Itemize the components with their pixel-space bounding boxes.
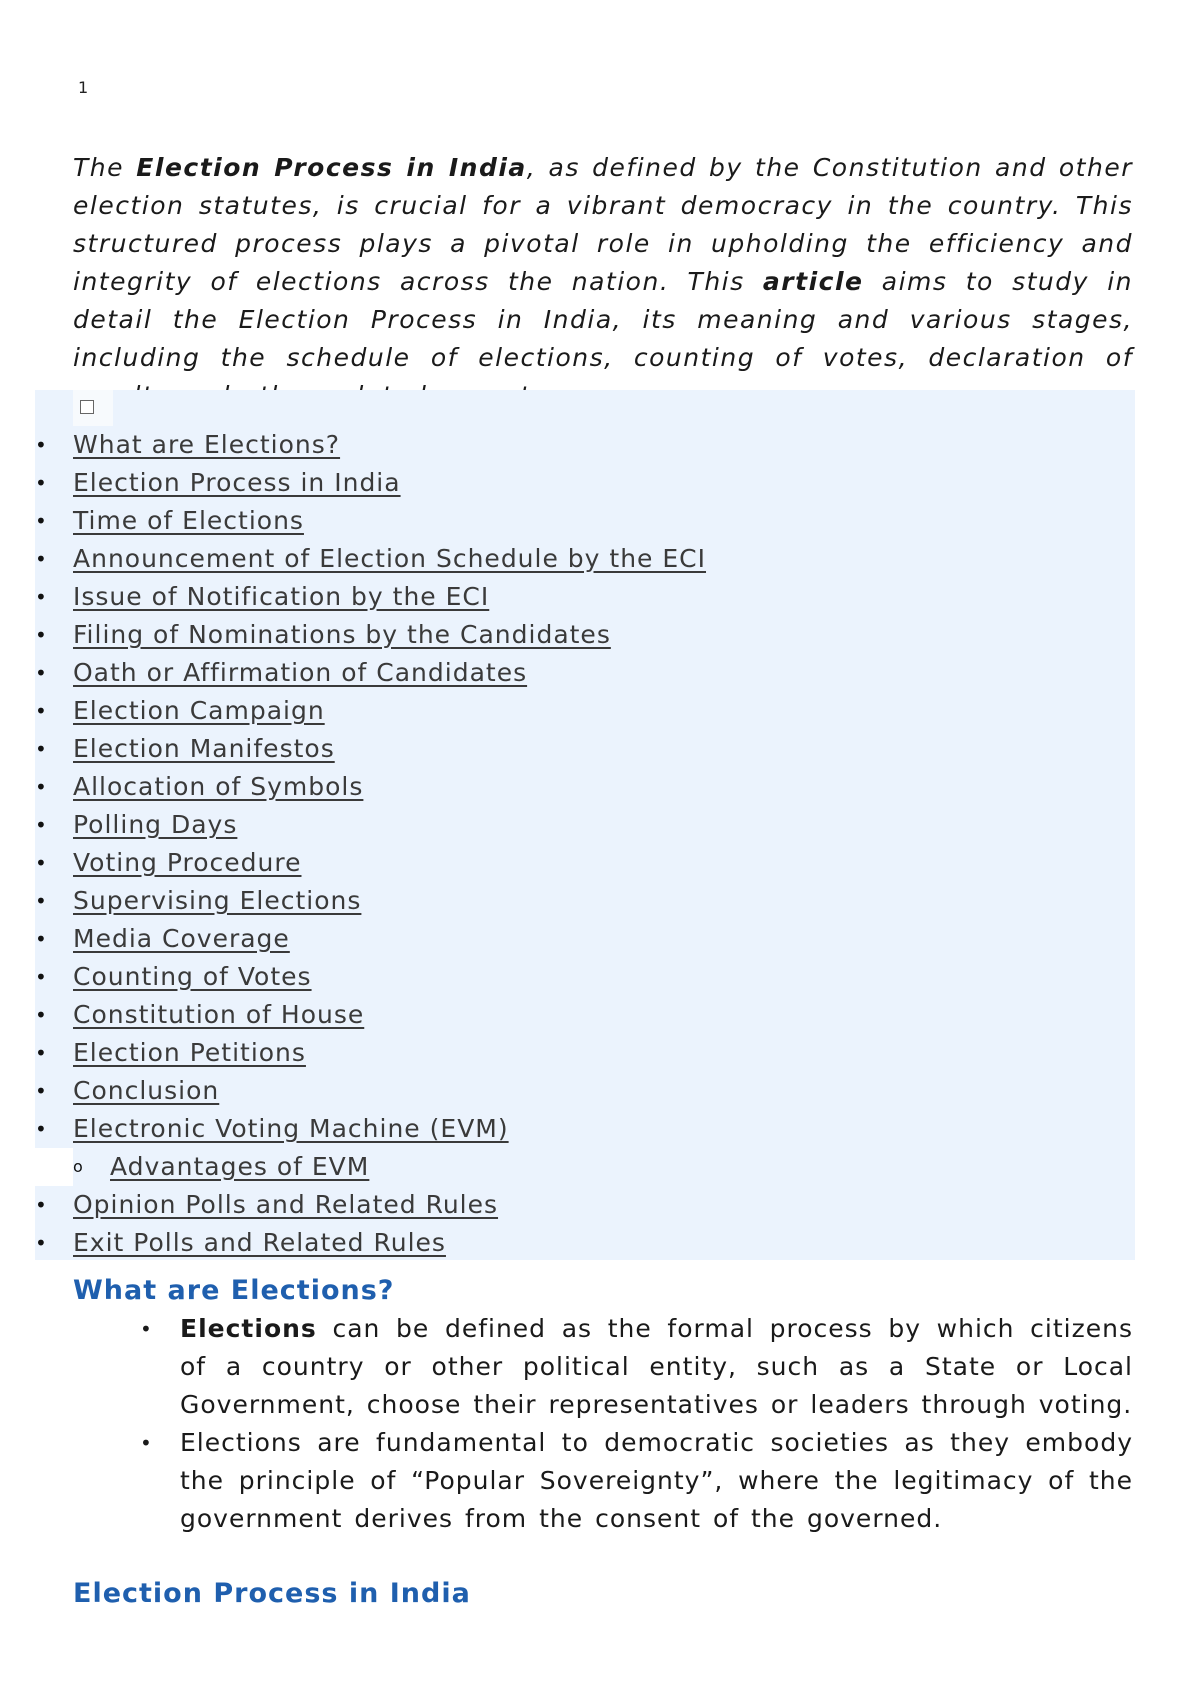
toc-toggle[interactable] bbox=[73, 390, 113, 426]
toc-link[interactable]: Opinion Polls and Related Rules bbox=[73, 1190, 499, 1219]
page-number: 1 bbox=[78, 78, 89, 97]
toc-link[interactable]: Oath or Affirmation of Candidates bbox=[73, 658, 528, 687]
section-heading-election-process: Election Process in India bbox=[73, 1578, 471, 1609]
toc-item bbox=[35, 1224, 1135, 1262]
toc-item bbox=[35, 958, 1135, 996]
bullet-icon: • bbox=[35, 1231, 48, 1255]
toc-link[interactable]: Time of Elections bbox=[73, 506, 304, 535]
intro-paragraph bbox=[73, 149, 1133, 415]
toc-link[interactable]: Conclusion bbox=[73, 1076, 220, 1105]
elections-fundamental-text: Elections are fundamental to democratic societies as they embody the principle of “Popular Sovereignty”, where the legitimacy of the government derives from the consent of the governed. bbox=[180, 1428, 1133, 1533]
bullet-icon: • bbox=[35, 1079, 48, 1103]
bullet-icon: • bbox=[140, 1317, 153, 1341]
toc-link[interactable]: Election Process in India bbox=[73, 468, 401, 497]
toc-item bbox=[35, 882, 1135, 920]
toc-checkbox[interactable] bbox=[80, 400, 94, 414]
bullet-icon: • bbox=[35, 813, 48, 837]
elections-bold-term: Elections bbox=[180, 1314, 317, 1343]
section-heading-what-are-elections: What are Elections? bbox=[73, 1275, 395, 1306]
bullet-icon: • bbox=[35, 1003, 48, 1027]
bullet-icon: • bbox=[35, 889, 48, 913]
toc-link[interactable]: Media Coverage bbox=[73, 924, 290, 953]
toc-item bbox=[35, 730, 1135, 768]
toc-link[interactable]: Voting Procedure bbox=[73, 848, 302, 877]
toc-item bbox=[35, 692, 1135, 730]
intro-bold-title: Election Process in India bbox=[136, 153, 527, 182]
bullet-icon: • bbox=[35, 851, 48, 875]
bullet-icon: • bbox=[35, 775, 48, 799]
list-item bbox=[140, 1310, 1133, 1424]
toc-link[interactable]: Constitution of House bbox=[73, 1000, 365, 1029]
bullet-icon: • bbox=[35, 699, 48, 723]
toc-item bbox=[35, 464, 1135, 502]
toc-link[interactable]: Election Manifestos bbox=[73, 734, 335, 763]
toc-list bbox=[35, 426, 1135, 1262]
bullet-icon: • bbox=[35, 737, 48, 761]
toc-item bbox=[35, 996, 1135, 1034]
toc-item bbox=[35, 578, 1135, 616]
bullet-icon: • bbox=[35, 1041, 48, 1065]
toc-link[interactable]: Supervising Elections bbox=[73, 886, 362, 915]
toc-item bbox=[35, 540, 1135, 578]
toc-item bbox=[35, 806, 1135, 844]
bullet-icon: • bbox=[35, 471, 48, 495]
toc-item bbox=[35, 920, 1135, 958]
toc-item bbox=[35, 616, 1135, 654]
toc-item bbox=[35, 1072, 1135, 1110]
intro-text-2: , as defined by the Constitution and other election statutes, is crucial for a vibrant democracy in the country. This structured process plays a pivotal role in upholding the efficiency and integrity of elections across the nation. This bbox=[73, 153, 1133, 296]
elections-definition: can be defined as the formal process by which citizens of a country or other political entity, such as a State or Local Government, choose their representatives or leaders through voting. bbox=[180, 1314, 1133, 1419]
toc-item bbox=[35, 1186, 1135, 1224]
intro-bold-article: article bbox=[762, 267, 864, 296]
bullet-icon: • bbox=[35, 1193, 48, 1217]
toc-link[interactable]: Electronic Voting Machine (EVM) bbox=[73, 1114, 509, 1143]
intro-text-1: The bbox=[73, 153, 137, 182]
bullet-icon: • bbox=[35, 623, 48, 647]
bullet-icon: • bbox=[140, 1431, 153, 1455]
table-of-contents bbox=[35, 390, 1135, 1260]
toc-link[interactable]: Issue of Notification by the ECI bbox=[73, 582, 490, 611]
toc-link[interactable]: Election Petitions bbox=[73, 1038, 306, 1067]
toc-link[interactable]: Election Campaign bbox=[73, 696, 325, 725]
toc-link[interactable]: Counting of Votes bbox=[73, 962, 312, 991]
bullet-icon: • bbox=[35, 661, 48, 685]
toc-link[interactable]: Announcement of Election Schedule by the ECI bbox=[73, 544, 707, 573]
toc-subitem bbox=[35, 1148, 370, 1186]
bullet-icon: • bbox=[35, 965, 48, 989]
bullet-icon: • bbox=[35, 585, 48, 609]
toc-item bbox=[35, 1034, 1135, 1072]
toc-item bbox=[35, 1110, 1135, 1148]
circle-bullet-icon: o bbox=[73, 1157, 84, 1176]
toc-link[interactable]: Allocation of Symbols bbox=[73, 772, 364, 801]
bullet-icon: • bbox=[35, 547, 48, 571]
list-item bbox=[140, 1424, 1133, 1538]
toc-link[interactable]: Exit Polls and Related Rules bbox=[73, 1228, 446, 1257]
toc-link[interactable]: Filing of Nominations by the Candidates bbox=[73, 620, 611, 649]
toc-item bbox=[35, 426, 1135, 464]
intro-text-3: aims to study in detail the Election Process in India, its meaning and various stages, including the schedule of elections, counting of votes, declaration of bbox=[73, 267, 1134, 372]
toc-link[interactable]: What are Elections? bbox=[73, 430, 341, 459]
toc-item bbox=[35, 844, 1135, 882]
toc-item bbox=[35, 654, 1135, 692]
bullet-icon: • bbox=[35, 1117, 48, 1141]
bullet-icon: • bbox=[35, 509, 48, 533]
bullet-icon: • bbox=[35, 433, 48, 457]
toc-link[interactable]: Polling Days bbox=[73, 810, 238, 839]
bullet-icon: • bbox=[35, 927, 48, 951]
toc-item bbox=[35, 768, 1135, 806]
toc-item bbox=[35, 502, 1135, 540]
toc-link[interactable]: Advantages of EVM bbox=[110, 1152, 370, 1181]
elections-bullet-list bbox=[140, 1310, 1133, 1538]
